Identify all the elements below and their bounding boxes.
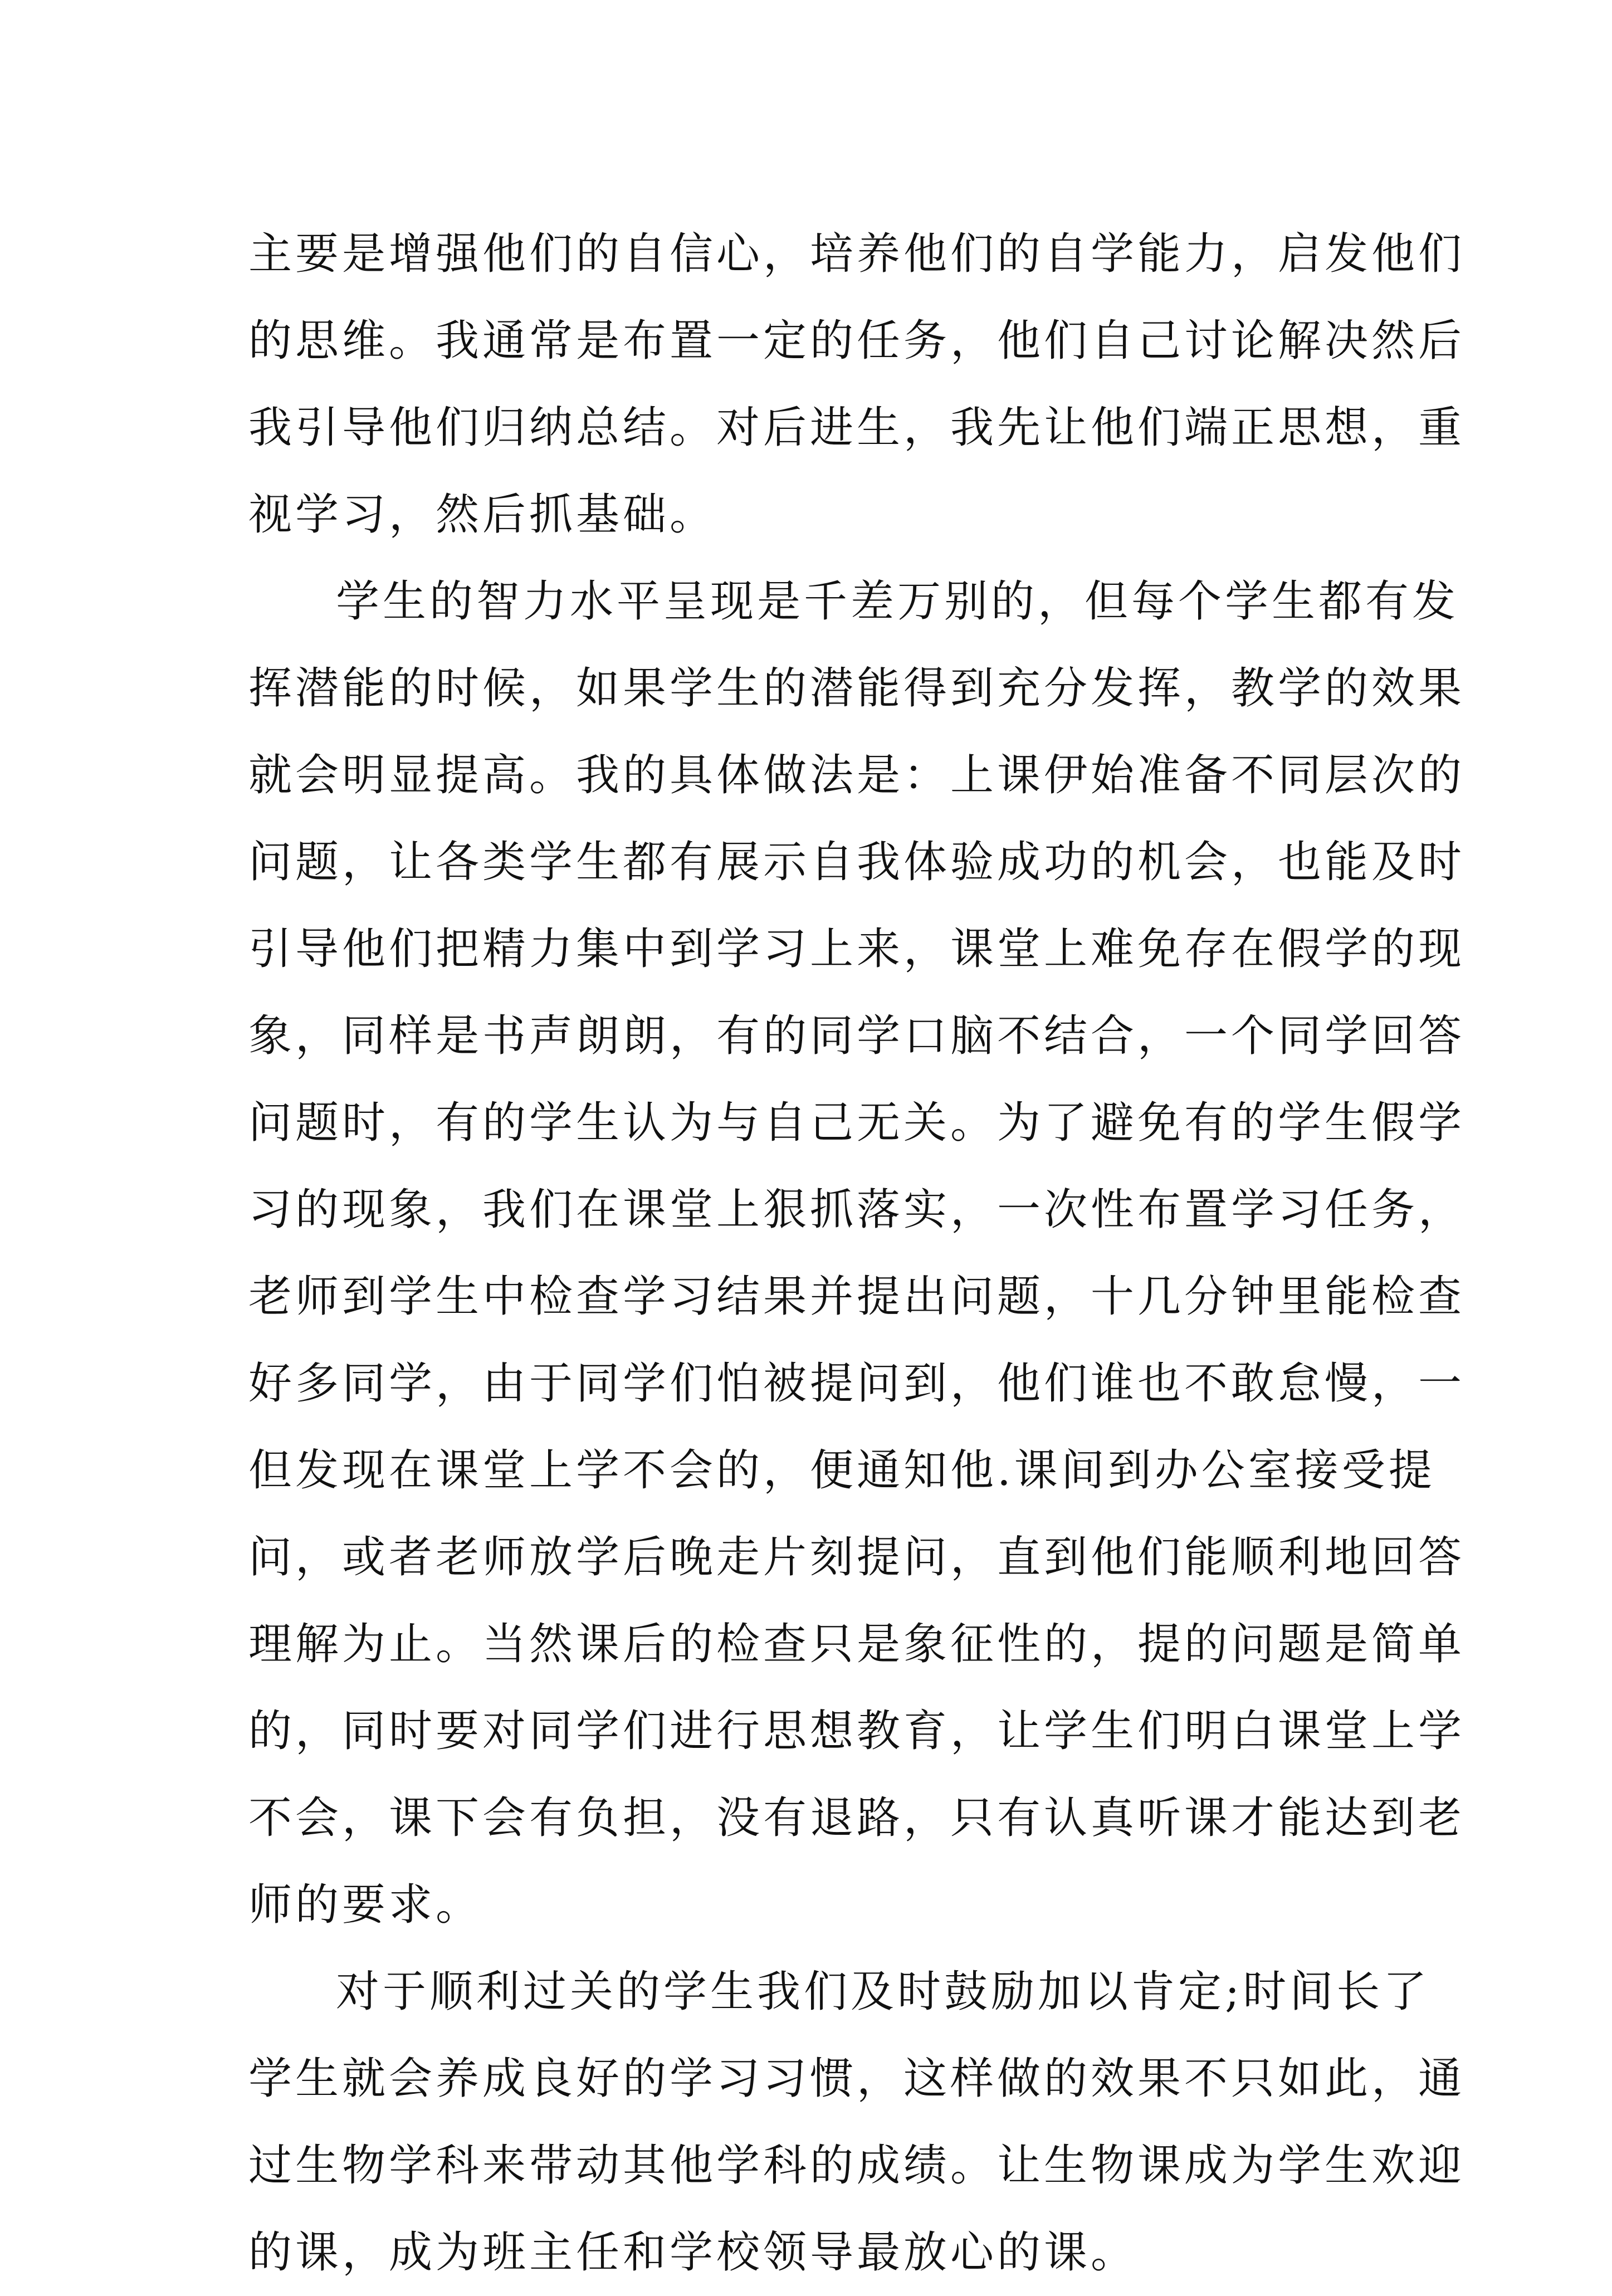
paragraph-3 — [248, 1948, 1466, 2296]
paragraph-line: 问，或者老师放学后晚走片刻提问，直到他们能顺利地回答 — [248, 1532, 1466, 1582]
paragraph-line: 我引导他们归纳总结。对后进生，我先让他们端正思想，重 — [248, 403, 1466, 453]
paragraph-line: 学生的智力水平呈现是千差万别的，但每个学生都有发 — [336, 577, 1459, 627]
paragraph-line: 的课，成为班主任和学校领导最放心的课。 — [248, 2227, 1138, 2278]
paragraph-line: 过生物学科来带动其他学科的成绩。让生物课成为学生欢迎 — [248, 2141, 1466, 2191]
paragraph-line: 象，同样是书声朗朗，有的同学口脑不结合，一个同学回答 — [248, 1011, 1466, 1061]
paragraph-line: 好多同学，由于同学们怕被提问到，他们谁也不敢怠慢，一 — [248, 1359, 1466, 1409]
paragraph-line: 主要是增强他们的自信心，培养他们的自学能力，启发他们 — [248, 229, 1466, 279]
paragraph-line: 习的现象，我们在课堂上狠抓落实，一次性布置学习任务， — [248, 1185, 1466, 1235]
paragraph-line: 师的要求。 — [248, 1880, 483, 1930]
document-page — [248, 211, 1466, 2296]
paragraph-2 — [248, 558, 1466, 1948]
paragraph-line: 不会，课下会有负担，没有退路，只有认真听课才能达到老 — [248, 1793, 1466, 1843]
paragraph-line: 问题时，有的学生认为与自己无关。为了避免有的学生假学 — [248, 1098, 1466, 1148]
paragraph-1 — [248, 211, 1466, 558]
paragraph-line: 视学习，然后抓基础。 — [248, 490, 717, 540]
paragraph-line: 学生就会养成良好的学习习惯，这样做的效果不只如此，通 — [248, 2054, 1466, 2104]
paragraph-line: 问题，让各类学生都有展示自我体验成功的机会，也能及时 — [248, 837, 1466, 887]
paragraph-line: 的思维。我通常是布置一定的任务，他们自己讨论解决然后 — [248, 316, 1466, 366]
paragraph-line: 的，同时要对同学们进行思想教育，让学生们明白课堂上学 — [248, 1706, 1466, 1756]
paragraph-line: 挥潜能的时候，如果学生的潜能得到充分发挥，教学的效果 — [248, 663, 1466, 714]
paragraph-line: 就会明显提高。我的具体做法是：上课伊始准备不同层次的 — [248, 750, 1466, 800]
paragraph-line: 引导他们把精力集中到学习上来，课堂上难免存在假学的现 — [248, 924, 1466, 974]
paragraph-line: 对于顺利过关的学生我们及时鼓励加以肯定;时间长了 — [336, 1967, 1430, 2017]
paragraph-line: 但发现在课堂上学不会的，便通知他.课间到办公室接受提 — [248, 1445, 1435, 1496]
paragraph-line: 理解为止。当然课后的检查只是象征性的，提的问题是简单 — [248, 1619, 1466, 1669]
paragraph-line: 老师到学生中检查学习结果并提出问题，十几分钟里能检查 — [248, 1272, 1466, 1322]
